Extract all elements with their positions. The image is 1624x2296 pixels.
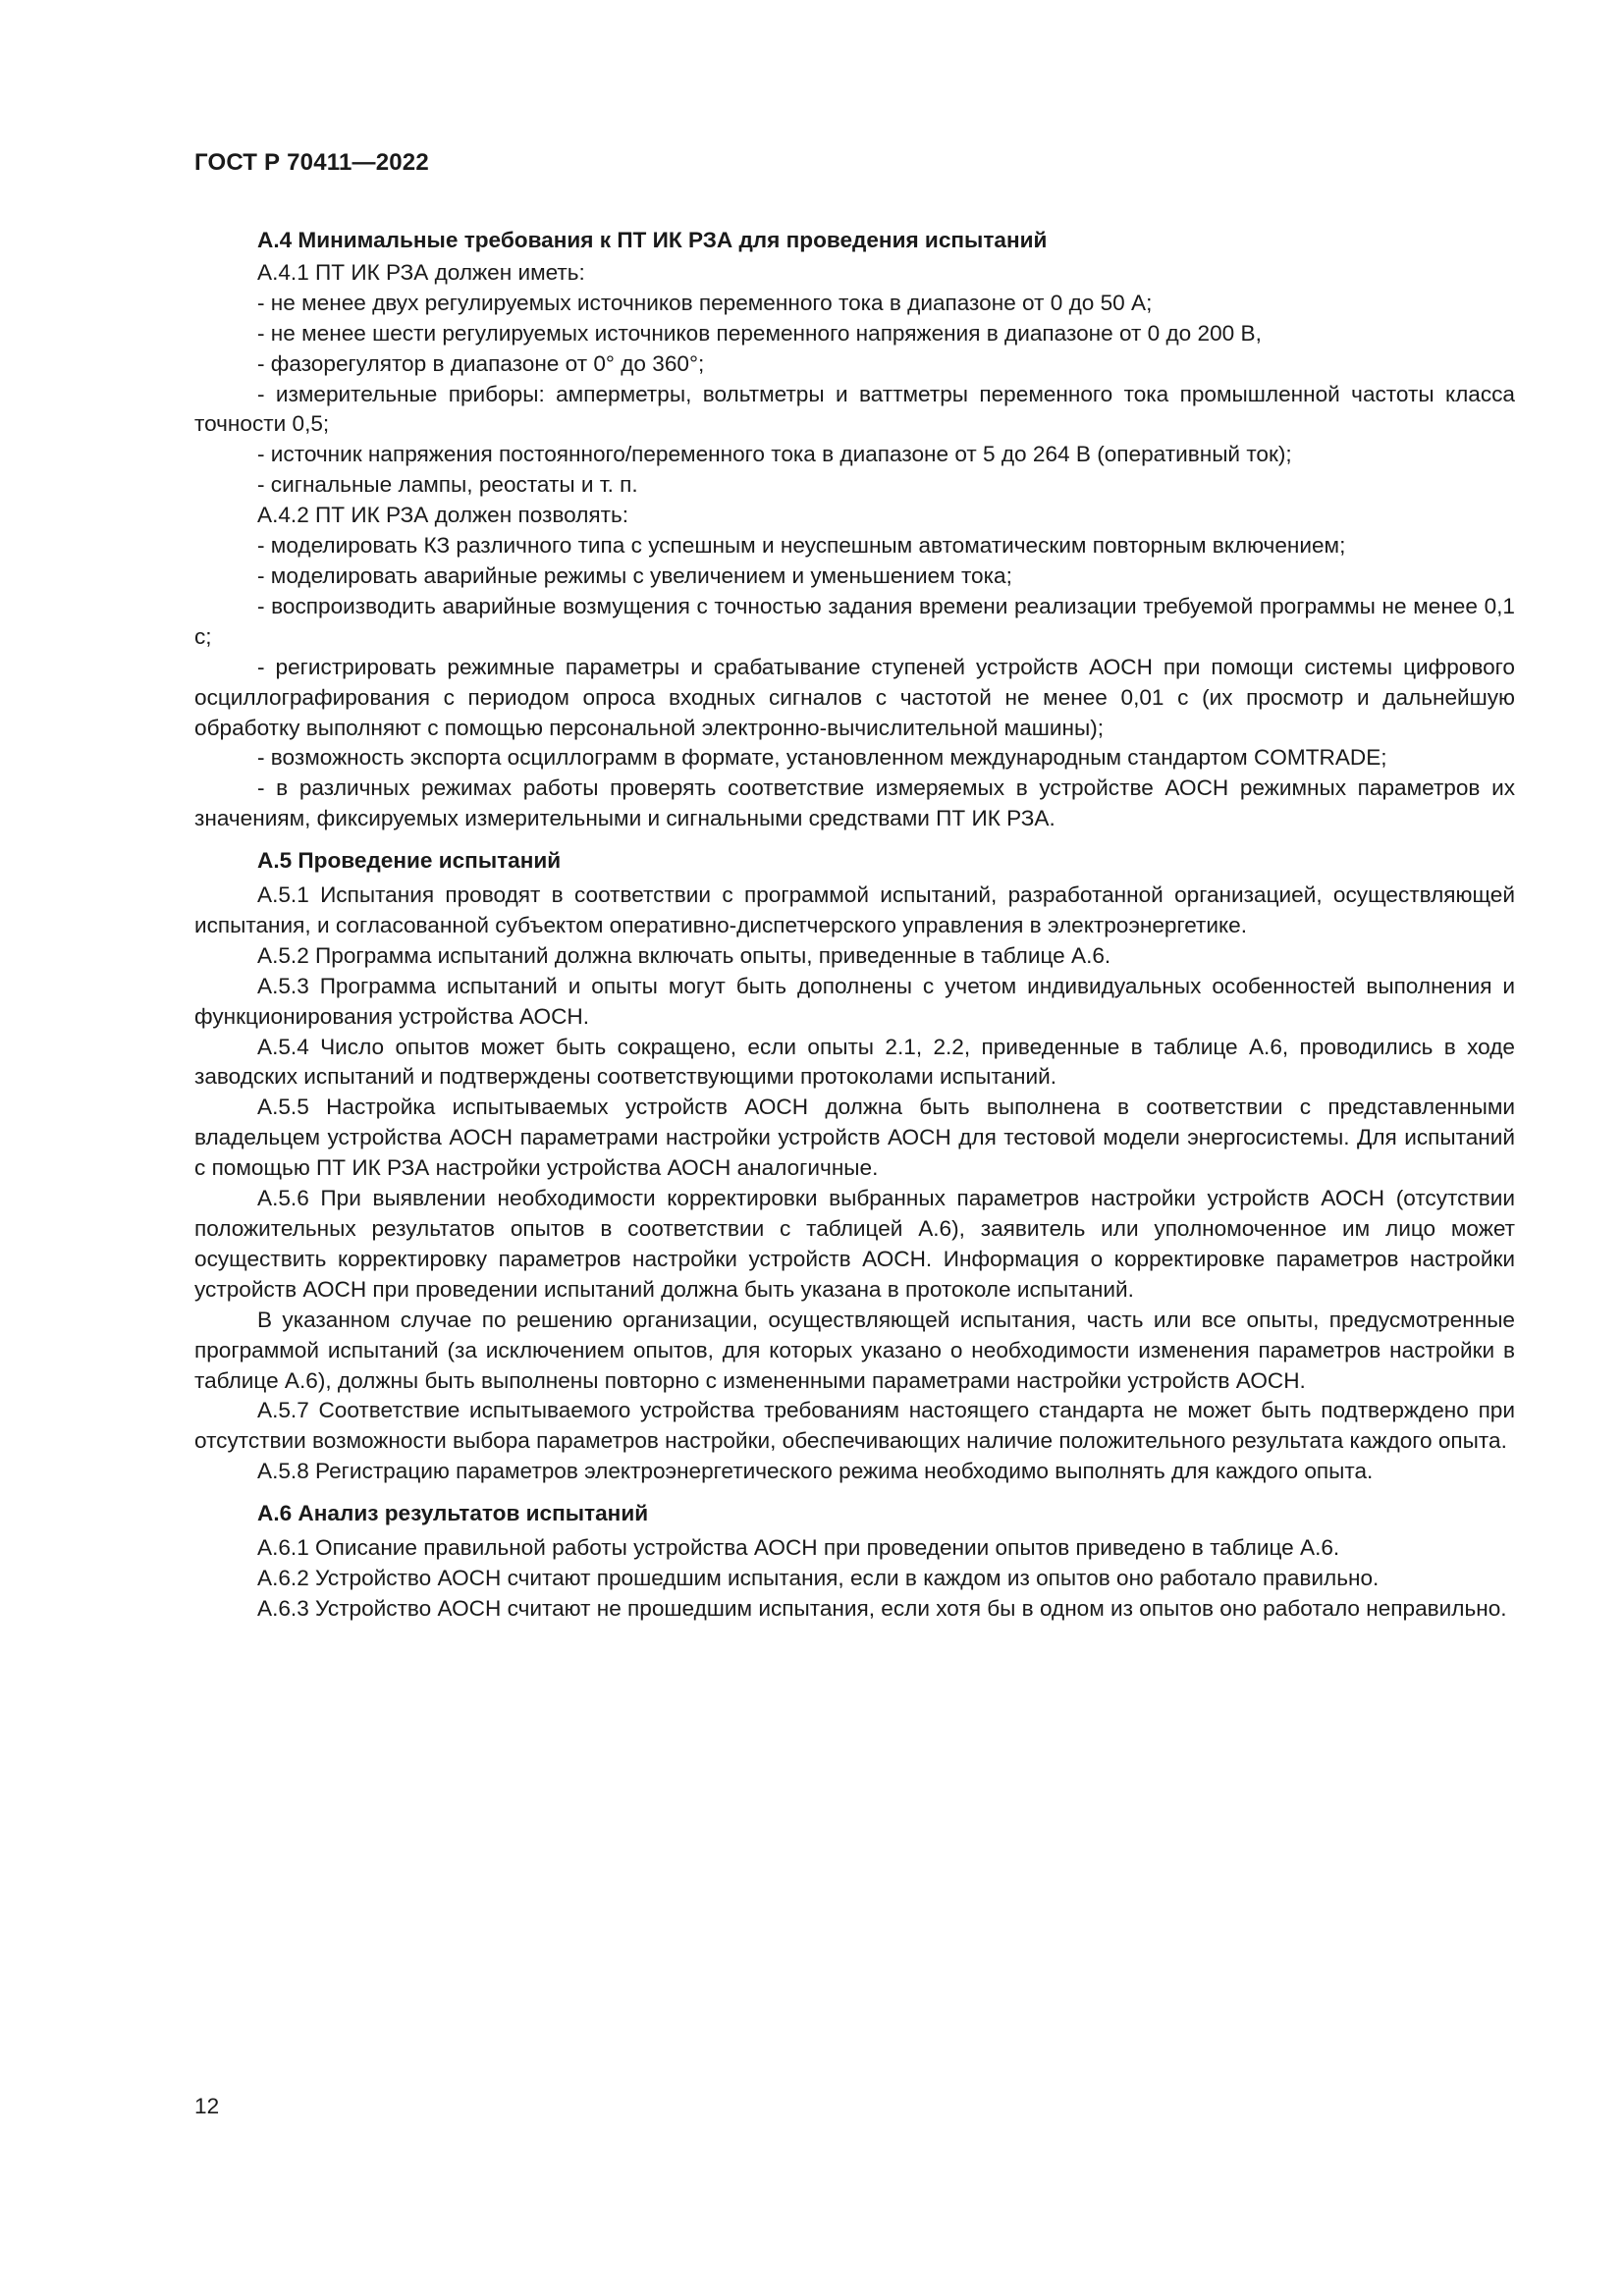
list-item: - источник напряжения постоянного/переменного тока в диапазоне от 5 до 264 В (оперативный ток); xyxy=(257,442,1292,467)
section-a6 xyxy=(194,1499,1515,1625)
paragraph: А.5.7 Соответствие испытываемого устройства требованиям настоящего стандарта не может быть подтверждено при отсутствии возможности выбора параметров настройки, обеспечивающих наличие положительного результата каждого опыта. xyxy=(194,1398,1515,1454)
paragraph: А.5.6 При выявлении необходимости корректировки выбранных параметров настройки устройств АОСН (отсутствии положительных результатов опытов в соответствии с таблицей А.6), заявитель или уполномоченное им лицо может осуществить корректировку параметров настройки устройств АОСН. Информация о корректировке параметров настройки устройств АОСН при проведении испытаний должна быть указана в протоколе испытаний. xyxy=(194,1186,1515,1302)
paragraph: А.6.3 Устройство АОСН считают не прошедшим испытания, если хотя бы в одном из опытов оно работало неправильно. xyxy=(257,1595,1507,1621)
list-item: - моделировать аварийные режимы с увеличением и уменьшением тока; xyxy=(257,562,1012,588)
document-header: ГОСТ Р 70411—2022 xyxy=(194,149,429,176)
paragraph: А.5.5 Настройка испытываемых устройств АОСН должна быть выполнена в соответствии с представленными владельцем устройства АОСН параметрами настройки устройств АОСН для тестовой модели энергосистемы. Для испытаний с помощью ПТ ИК РЗА настройки устройства АОСН аналогичные. xyxy=(194,1095,1515,1181)
section-a4 xyxy=(194,226,1515,834)
list-item: - не менее двух регулируемых источников переменного тока в диапазоне от 0 до 50 А; xyxy=(257,290,1153,315)
paragraph: А.5.1 Испытания проводят в соответствии с программой испытаний, разработанной организацией, осуществляющей испытания, и согласованной субъектом оперативно-диспетчерского управления в электроэнергетике. xyxy=(194,882,1515,937)
paragraph: А.4.1 ПТ ИК РЗА должен иметь: xyxy=(257,259,585,285)
list-item: - возможность экспорта осциллограмм в формате, установленном международным стандартом COMTRADE; xyxy=(257,745,1387,771)
paragraph: А.5.2 Программа испытаний должна включать опыты, приведенные в таблице А.6. xyxy=(257,942,1111,968)
list-item: - моделировать КЗ различного типа с успешным и неуспешным автоматическим повторным включением; xyxy=(257,533,1346,559)
section-heading: А.6 Анализ результатов испытаний xyxy=(257,1501,649,1526)
list-item: - фазорегулятор в диапазоне от 0° до 360°; xyxy=(257,350,705,376)
paragraph: А.6.2 Устройство АОСН считают прошедшим испытания, если в каждом из опытов оно работало правильно. xyxy=(257,1565,1380,1590)
paragraph: А.4.2 ПТ ИК РЗА должен позволять: xyxy=(257,503,629,528)
paragraph: А.5.4 Число опытов может быть сокращено, если опыты 2.1, 2.2, приведенные в таблице А.6, проводились в ходе заводских испытаний и подтверждены соответствующими протоколами испытаний. xyxy=(194,1034,1515,1090)
list-item: - измерительные приборы: амперметры, вольтметры и ваттметры переменного тока промышленной частоты класса точности 0,5; xyxy=(194,381,1515,437)
document-body xyxy=(194,226,1515,1625)
list-item: - воспроизводить аварийные возмущения с точностью задания времени реализации требуемой программы не менее 0,1 с; xyxy=(194,593,1515,649)
list-item: - сигнальные лампы, реостаты и т. п. xyxy=(257,472,638,498)
section-heading: А.5 Проведение испытаний xyxy=(257,848,562,874)
paragraph: В указанном случае по решению организации, осуществляющей испытания, часть или все опыты, предусмотренные программой испытаний (за исключением опытов, для которых указано о необходимости изменения параметров настройки в таблице А.6), должны быть выполнены повторно с измененными параметрами настройки устройств АОСН. xyxy=(194,1307,1515,1393)
paragraph: А.5.3 Программа испытаний и опыты могут быть дополнены с учетом индивидуальных особенностей выполнения и функционирования устройства АОСН. xyxy=(194,973,1515,1029)
section-a5 xyxy=(194,846,1515,1487)
list-item: - в различных режимах работы проверять соответствие измеряемых в устройстве АОСН режимных параметров их значениям, фиксируемых измерительными и сигнальными средствами ПТ ИК РЗА. xyxy=(194,775,1515,831)
paragraph: А.6.1 Описание правильной работы устройства АОСН при проведении опытов приведено в таблице А.6. xyxy=(257,1535,1340,1561)
paragraph: А.5.8 Регистрацию параметров электроэнергетического режима необходимо выполнять для каждого опыта. xyxy=(257,1459,1374,1484)
list-item: - не менее шести регулируемых источников переменного напряжения в диапазоне от 0 до 200 В, xyxy=(257,320,1262,346)
page-number: 12 xyxy=(194,2094,220,2118)
list-item: - регистрировать режимные параметры и срабатывание ступеней устройств АОСН при помощи системы цифрового осциллографирования с периодом опроса входных сигналов с частотой не менее 0,01 с (их просмотр и дальнейшую обработку выполняют с помощью персональной электронно-вычислительной машины); xyxy=(194,654,1515,740)
section-heading: А.4 Минимальные требования к ПТ ИК РЗА для проведения испытаний xyxy=(257,228,1048,252)
